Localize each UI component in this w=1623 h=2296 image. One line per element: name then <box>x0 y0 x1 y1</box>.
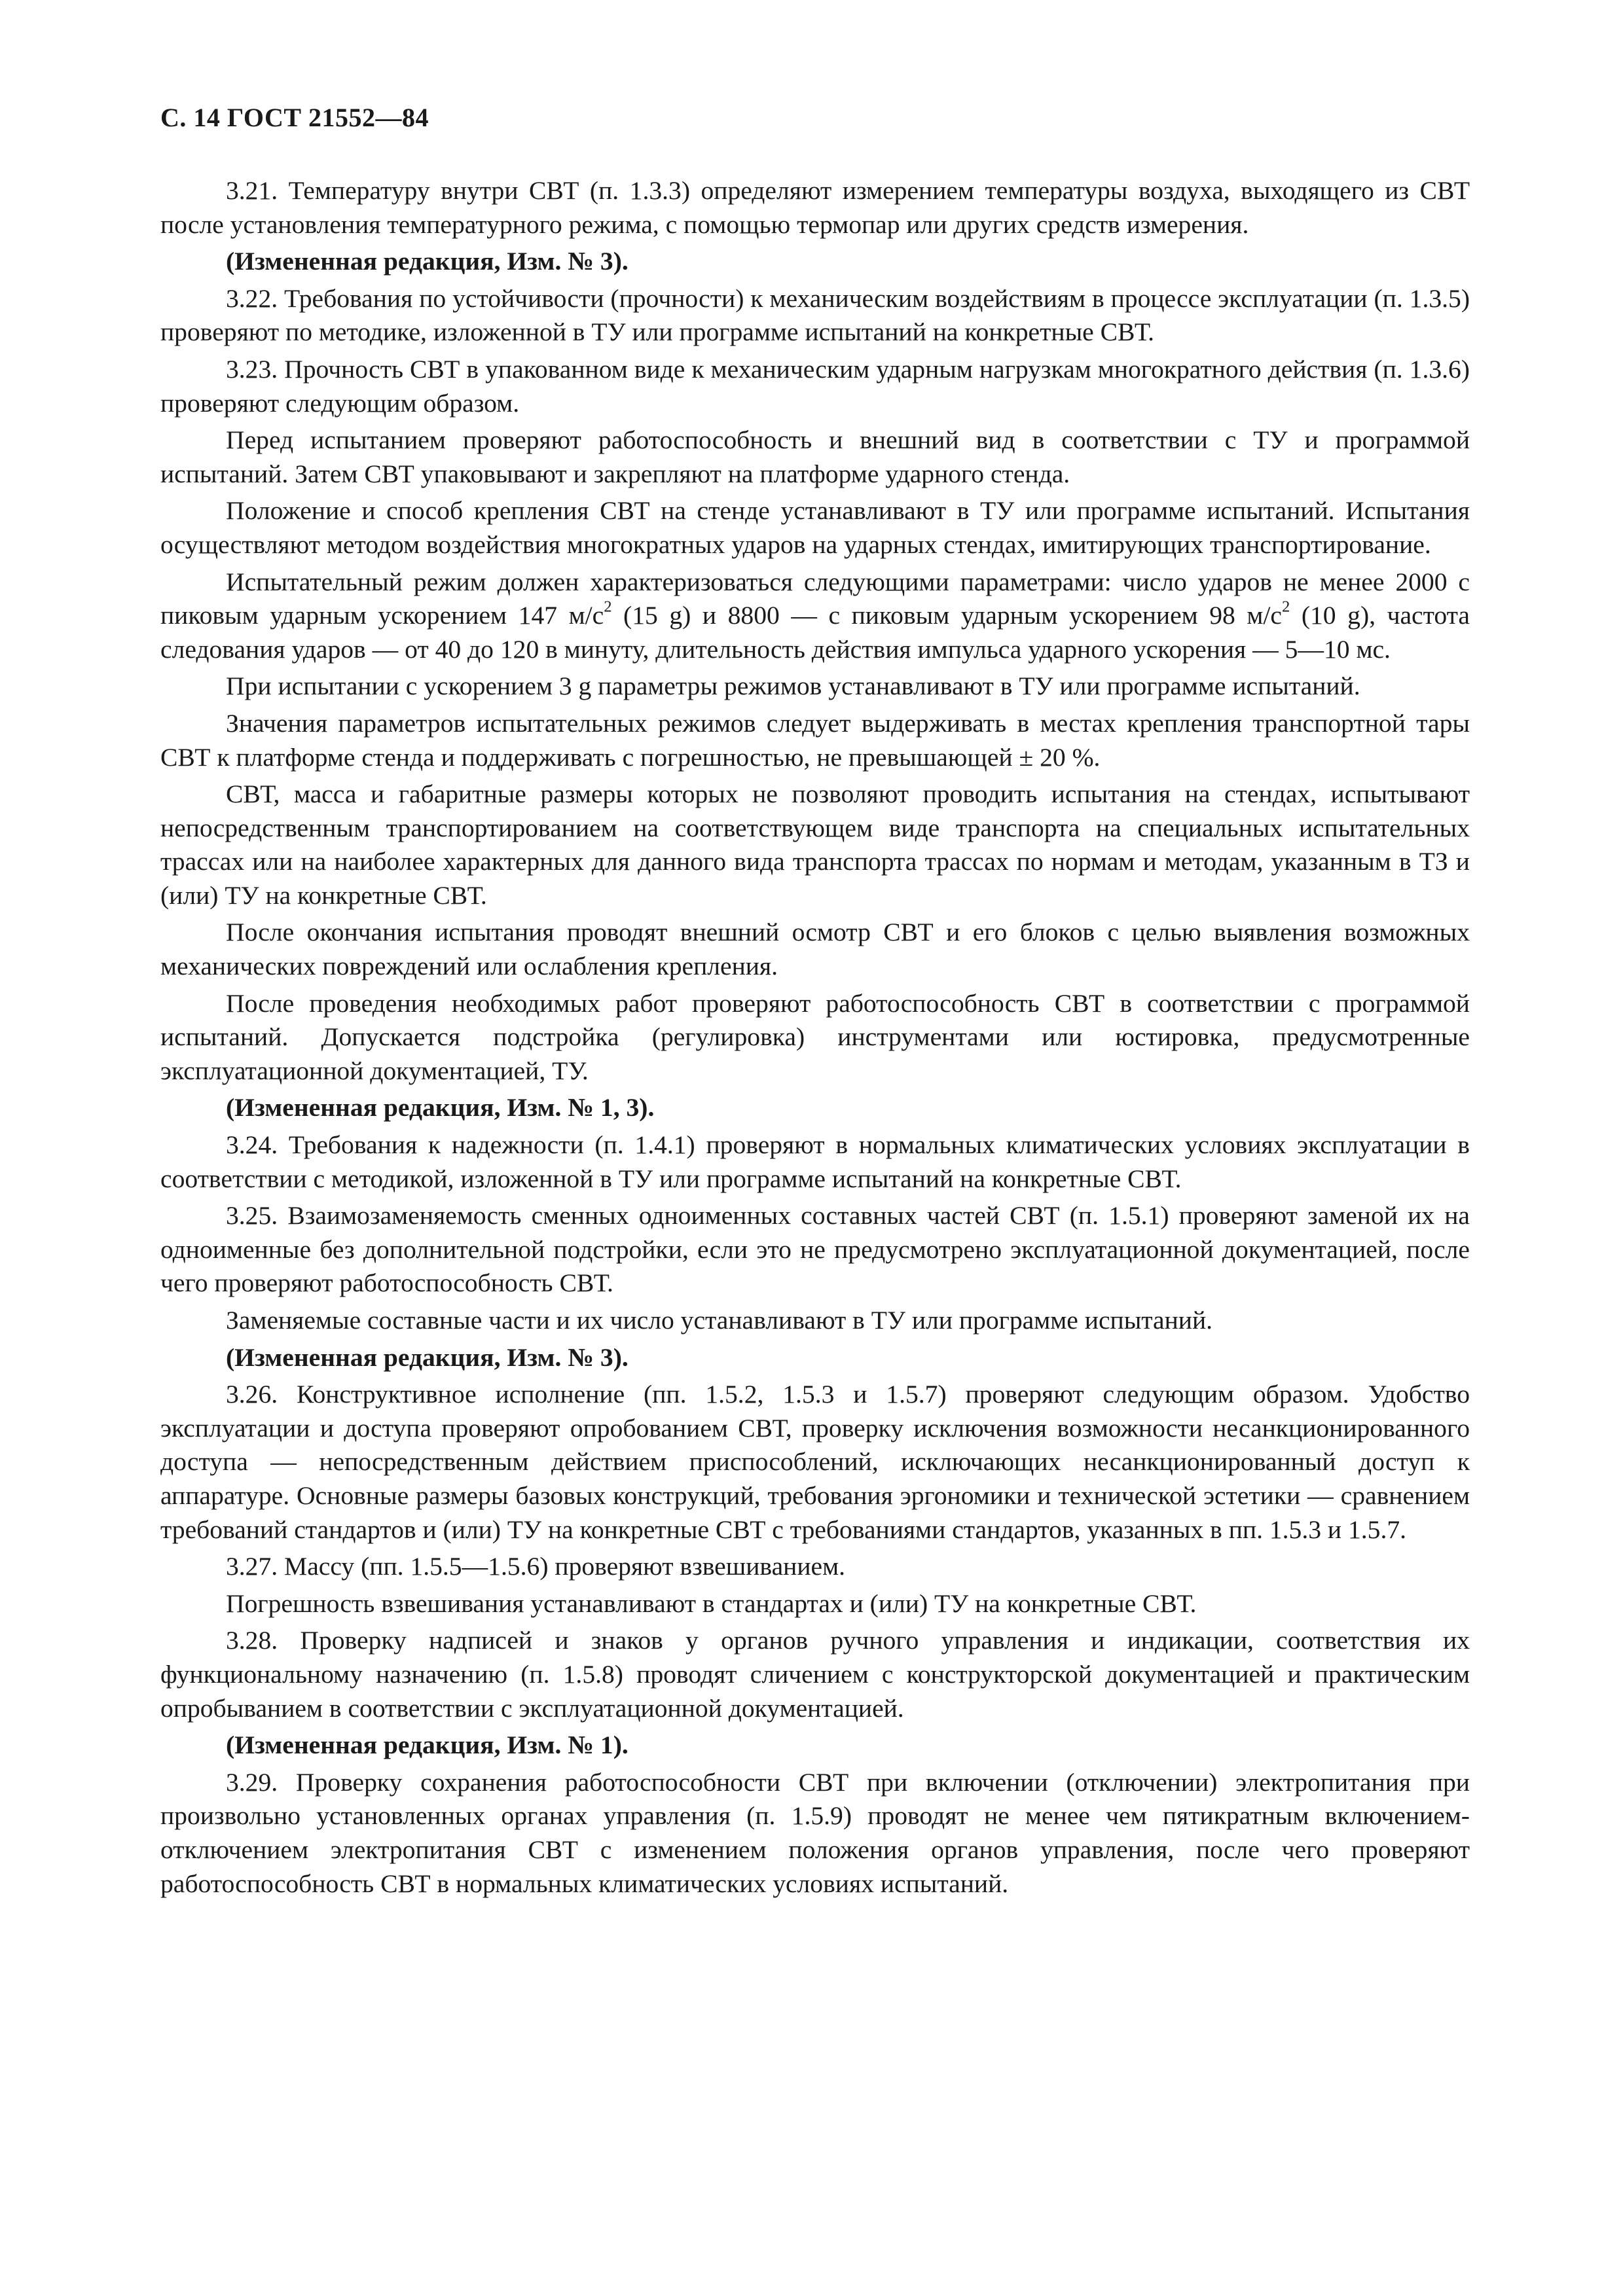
amendment-note: (Измененная редакция, Изм. № 3). <box>226 247 629 276</box>
paragraph: 3.29. Проверку сохранения работоспособности СВТ при включении (отключении) электропитания при произвольно установленных органах управления (п. 1.5.9) проводят не менее чем пятикратным включением-отключением электропитания СВТ с изменением положения органов управления, после чего проверяют работоспособность СВТ в нормальных климатических условиях испытаний. <box>160 1767 1470 1898</box>
amendment-note: (Измененная редакция, Изм. № 3). <box>226 1342 629 1372</box>
page-header: С. 14 ГОСТ 21552—84 <box>160 103 429 132</box>
paragraph: Заменяемые составные части и их число устанавливают в ТУ или программе испытаний. <box>226 1306 1213 1335</box>
paragraph: 3.22. Требования по устойчивости (прочности) к механическим воздействиям в процессе эксплуатации (п. 1.3.5) проверяют по методике, изложенной в ТУ или программе испытаний на конкретные СВТ. <box>160 283 1470 347</box>
paragraph: Значения параметров испытательных режимов следует выдерживать в местах крепления транспортной тары СВТ к платформе стенда и поддерживать с погрешностью, не превышающей ± 20 %. <box>160 708 1470 772</box>
paragraph: 3.26. Конструктивное исполнение (пп. 1.5.2, 1.5.3 и 1.5.7) проверяют следующим образом. Удобство эксплуатации и доступа проверяют опробованием СВТ, проверку исключения возможности несанкционированного доступа — непосредственным действием приспособлений, исключающих несанкционированный доступ к аппаратуре. Основные размеры базовых конструкций, требования эргономики и технической эстетики — сравнением требований стандартов и (или) ТУ на конкретные СВТ с требованиями стандартов, указанных в пп. 1.5.3 и 1.5.7. <box>160 1380 1470 1544</box>
paragraph: Положение и способ крепления СВТ на стенде устанавливают в ТУ или программе испытаний. Испытания осуществляют методом воздействия многократных ударов на ударных стендах, имитирующих транспортирование. <box>160 496 1470 559</box>
document-page <box>160 98 1470 1901</box>
paragraph: 3.28. Проверку надписей и знаков у органов ручного управления и индикации, соответствия их функциональному назначению (п. 1.5.8) проводят сличением с конструкторской документацией и практическим опробыванием в соответствии с эксплуатационной документацией. <box>160 1626 1470 1723</box>
paragraph: При испытании с ускорением 3 g параметры режимов устанавливают в ТУ или программе испытаний. <box>226 672 1360 701</box>
paragraph: Перед испытанием проверяют работоспособность и внешний вид в соответствии с ТУ и программой испытаний. Затем СВТ упаковывают и закрепляют на платформе ударного стенда. <box>160 425 1470 488</box>
amendment-note: (Измененная редакция, Изм. № 1, 3). <box>226 1093 655 1122</box>
paragraph: После окончания испытания проводят внешний осмотр СВТ и его блоков с целью выявления возможных механических повреждений или ослабления крепления. <box>160 918 1470 981</box>
amendment-note: (Измененная редакция, Изм. № 1). <box>226 1731 629 1760</box>
paragraph: СВТ, масса и габаритные размеры которых не позволяют проводить испытания на стендах, испытывают непосредственным транспортированием на соответствующем виде транспорта на специальных испытательных трассах или на наиболее характерных для данного вида транспорта трассах по нормам и методам, указанным в ТЗ и (или) ТУ на конкретные СВТ. <box>160 780 1470 910</box>
document-body <box>160 174 1470 1901</box>
paragraph: 3.27. Массу (пп. 1.5.5—1.5.6) проверяют взвешиванием. <box>226 1552 846 1581</box>
paragraph: 3.21. Температуру внутри СВТ (п. 1.3.3) определяют измерением температуры воздуха, выходящего из СВТ после установления температурного режима, с помощью термопар или других средств измерения. <box>160 176 1470 239</box>
paragraph: Испытательный режим должен характеризоваться следующими параметрами: число ударов не менее 2000 с пиковым ударным ускорением 147 $м/с^2$ (15 g) и 8800 — с пиковым ударным ускорением 98 $м/с^2$ (10 g), частота следования ударов — от 40 до 120 в минуту, длительность действия импульса ударного ускорения — 5—10 мс. <box>160 567 1470 664</box>
paragraph: 3.25. Взаимозаменяемость сменных одноименных составных частей СВТ (п. 1.5.1) проверяют заменой их на одноименные без дополнительной подстройки, если это не предусмотрено эксплуатационной документацией, после чего проверяют работоспособность СВТ. <box>160 1201 1470 1298</box>
paragraph: Погрешность взвешивания устанавливают в стандартах и (или) ТУ на конкретные СВТ. <box>226 1588 1197 1618</box>
paragraph: 3.23. Прочность СВТ в упакованном виде к механическим ударным нагрузкам многократного действия (п. 1.3.6) проверяют следующим образом. <box>160 354 1470 418</box>
paragraph: После проведения необходимых работ проверяют работоспособность СВТ в соответствии с программой испытаний. Допускается подстройка (регулировка) инструментами или юстировка, предусмотренные эксплуатационной документацией, ТУ. <box>160 988 1470 1085</box>
paragraph: 3.24. Требования к надежности (п. 1.4.1) проверяют в нормальных климатических условиях эксплуатации в соответствии с методикой, изложенной в ТУ или программе испытаний на конкретные СВТ. <box>160 1130 1470 1193</box>
